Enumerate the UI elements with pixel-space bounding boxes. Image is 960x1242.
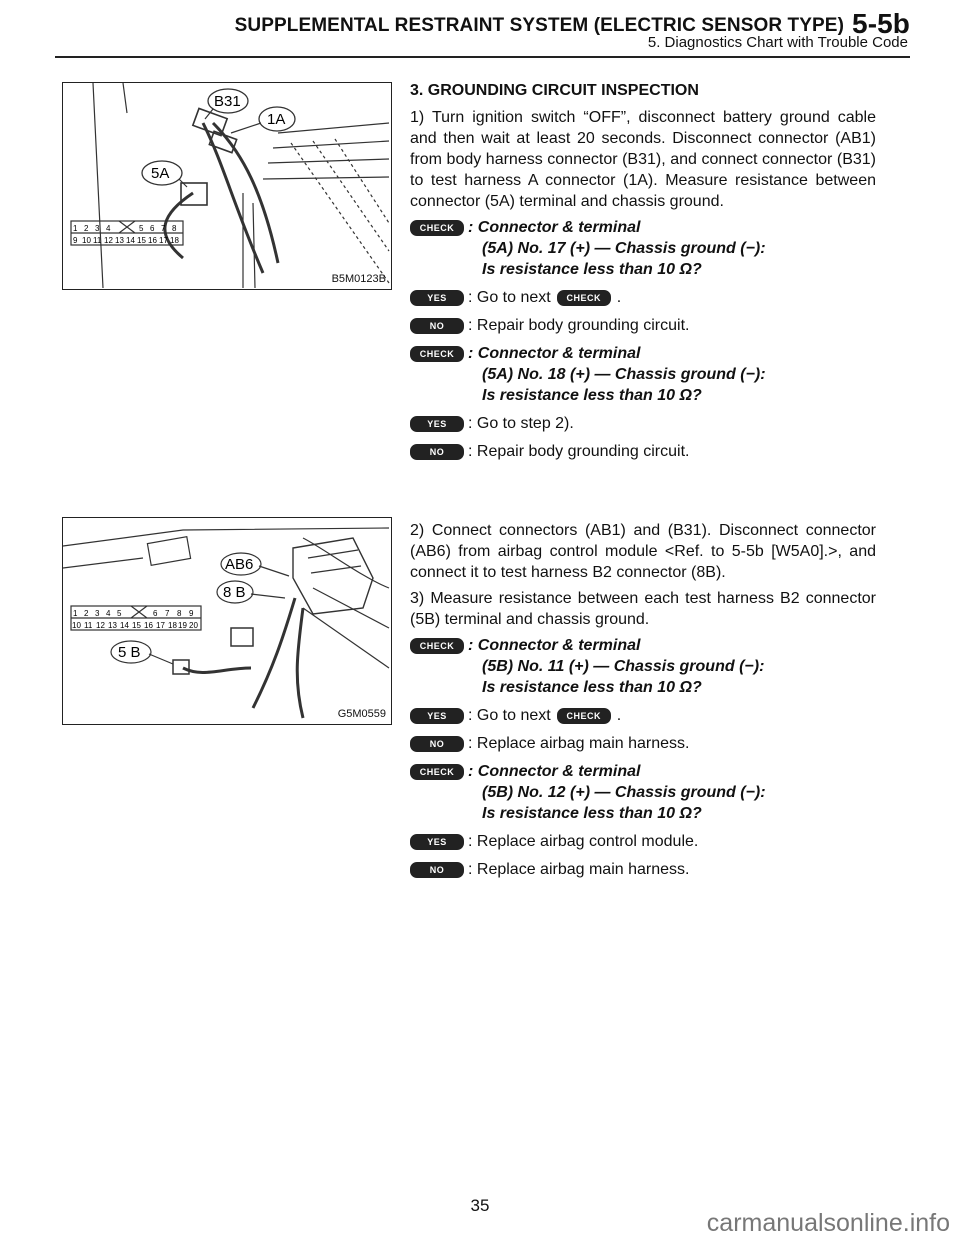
check-badge-icon: CHECK bbox=[410, 220, 464, 236]
figure-connector-5a bbox=[62, 82, 392, 290]
header-divider bbox=[55, 56, 910, 58]
no-badge-icon: NO bbox=[410, 444, 464, 460]
check-badge-icon: CHECK bbox=[410, 638, 464, 654]
pin-14: 14 bbox=[120, 621, 129, 630]
label-b31: B31 bbox=[214, 93, 241, 110]
pin-10: 10 bbox=[82, 236, 91, 245]
no-text: : Replace airbag main harness. bbox=[468, 735, 690, 752]
yes-badge-icon: YES bbox=[410, 290, 464, 306]
pin-12: 12 bbox=[104, 236, 113, 245]
check-badge-icon: CHECK bbox=[557, 290, 611, 306]
check-line: (5A) No. 17 (+) — Chassis ground (−): bbox=[482, 240, 766, 257]
no-item bbox=[410, 733, 876, 754]
pin-13: 13 bbox=[108, 621, 117, 630]
check-line: : Connector & terminal bbox=[468, 637, 641, 654]
no-badge-icon: NO bbox=[410, 318, 464, 334]
no-text: : Repair body grounding circuit. bbox=[468, 443, 690, 460]
check-line: (5B) No. 12 (+) — Chassis ground (−): bbox=[482, 784, 766, 801]
no-text: : Repair body grounding circuit. bbox=[468, 317, 690, 334]
yes-badge-icon: YES bbox=[410, 834, 464, 850]
pin-4: 4 bbox=[106, 609, 111, 618]
step-3-text: 3) Measure resistance between each test harness B2 connector (5B) terminal and chassis ground. bbox=[410, 590, 876, 628]
yes-item bbox=[410, 413, 876, 434]
pin-6: 6 bbox=[150, 224, 155, 233]
pin-5: 5 bbox=[117, 609, 122, 618]
pin-17: 17 bbox=[159, 236, 168, 245]
pin-18: 18 bbox=[170, 236, 179, 245]
pin-1: 1 bbox=[73, 224, 78, 233]
check-item bbox=[410, 343, 876, 406]
pin-9: 9 bbox=[73, 236, 78, 245]
pin-9: 9 bbox=[189, 609, 194, 618]
yes-item bbox=[410, 831, 876, 852]
pin-19: 19 bbox=[178, 621, 187, 630]
pin-4: 4 bbox=[106, 224, 111, 233]
pin-5: 5 bbox=[139, 224, 144, 233]
header-title-text: SUPPLEMENTAL RESTRAINT SYSTEM (ELECTRIC SENSOR TYPE) bbox=[234, 15, 845, 36]
pin-12: 12 bbox=[96, 621, 105, 630]
pin-16: 16 bbox=[148, 236, 157, 245]
check-line: : Connector & terminal bbox=[468, 219, 641, 236]
section-grounding-inspection bbox=[410, 80, 876, 469]
pin-15: 15 bbox=[137, 236, 146, 245]
label-8b: 8 B bbox=[223, 584, 246, 601]
pin-7: 7 bbox=[165, 609, 170, 618]
check-badge-icon: CHECK bbox=[410, 346, 464, 362]
pin-13: 13 bbox=[115, 236, 124, 245]
label-1a: 1A bbox=[267, 111, 286, 128]
no-text: : Replace airbag main harness. bbox=[468, 861, 690, 878]
yes-text-end: . bbox=[616, 289, 622, 306]
figure-caption: G5M0559 bbox=[337, 708, 386, 720]
no-item bbox=[410, 315, 876, 336]
check-badge-icon: CHECK bbox=[410, 764, 464, 780]
step-2-text: 2) Connect connectors (AB1) and (B31). Disconnect connector (AB6) from airbag control module <Ref. to 5-5b [W5A0].>, and connect it to test harness B2 connector (8B). bbox=[410, 522, 876, 581]
label-ab6: AB6 bbox=[225, 556, 254, 573]
section-number: 5-5b bbox=[852, 8, 910, 39]
no-item bbox=[410, 859, 876, 880]
yes-text: : Go to next bbox=[468, 707, 551, 724]
yes-item bbox=[410, 705, 876, 726]
pin-2: 2 bbox=[84, 609, 89, 618]
pin-14: 14 bbox=[126, 236, 135, 245]
label-5a: 5A bbox=[151, 165, 170, 182]
check-line: Is resistance less than 10 Ω? bbox=[482, 261, 702, 278]
harness-illustration-1 bbox=[63, 83, 391, 289]
check-item bbox=[410, 635, 876, 698]
pin-10: 10 bbox=[72, 621, 81, 630]
check-item bbox=[410, 761, 876, 824]
step-1-text: 1) Turn ignition switch “OFF”, disconnect battery ground cable and then wait at least 20 seconds. Disconnect connector (AB1) from body harness connector (B31), and connect connector (B31) to test harness A connector (1A). Measure resistance between connector (5A) terminal and chassis ground. bbox=[410, 109, 876, 210]
pin-7: 7 bbox=[161, 224, 166, 233]
section-heading: 3. GROUNDING CIRCUIT INSPECTION bbox=[410, 82, 699, 99]
watermark-link[interactable]: carmanualsonline.info bbox=[706, 1209, 950, 1237]
label-5b: 5 B bbox=[118, 644, 141, 661]
check-badge-icon: CHECK bbox=[557, 708, 611, 724]
yes-text: : Go to next bbox=[468, 289, 551, 306]
pin-17: 17 bbox=[156, 621, 165, 630]
pin-16: 16 bbox=[144, 621, 153, 630]
harness-illustration-2 bbox=[63, 518, 391, 724]
check-line: Is resistance less than 10 Ω? bbox=[482, 805, 702, 822]
pin-11: 11 bbox=[84, 621, 93, 630]
pin-2: 2 bbox=[84, 224, 89, 233]
no-badge-icon: NO bbox=[410, 736, 464, 752]
pin-8: 8 bbox=[172, 224, 177, 233]
pin-3: 3 bbox=[95, 609, 100, 618]
check-item bbox=[410, 217, 876, 280]
no-item bbox=[410, 441, 876, 462]
pin-1: 1 bbox=[73, 609, 78, 618]
figure-caption: B5M0123B bbox=[331, 273, 386, 285]
pin-18: 18 bbox=[168, 621, 177, 630]
pin-11: 11 bbox=[93, 236, 102, 245]
yes-item bbox=[410, 287, 876, 308]
yes-badge-icon: YES bbox=[410, 708, 464, 724]
pin-15: 15 bbox=[132, 621, 141, 630]
check-line: : Connector & terminal bbox=[468, 763, 641, 780]
yes-text-end: . bbox=[616, 707, 622, 724]
no-badge-icon: NO bbox=[410, 862, 464, 878]
yes-text: : Replace airbag control module. bbox=[468, 833, 699, 850]
yes-text: : Go to step 2). bbox=[468, 415, 574, 432]
check-line: (5A) No. 18 (+) — Chassis ground (−): bbox=[482, 366, 766, 383]
check-line: Is resistance less than 10 Ω? bbox=[482, 679, 702, 696]
pin-20: 20 bbox=[189, 621, 198, 630]
pin-3: 3 bbox=[95, 224, 100, 233]
check-line: : Connector & terminal bbox=[468, 345, 641, 362]
page-number: 35 bbox=[470, 1196, 490, 1215]
pin-6: 6 bbox=[153, 609, 158, 618]
check-line: Is resistance less than 10 Ω? bbox=[482, 387, 702, 404]
section-harness-inspection bbox=[410, 520, 876, 887]
pin-8: 8 bbox=[177, 609, 182, 618]
figure-connector-5b bbox=[62, 517, 392, 725]
yes-badge-icon: YES bbox=[410, 416, 464, 432]
header-subtitle: 5. Diagnostics Chart with Trouble Code bbox=[647, 34, 908, 51]
check-line: (5B) No. 11 (+) — Chassis ground (−): bbox=[482, 658, 765, 675]
